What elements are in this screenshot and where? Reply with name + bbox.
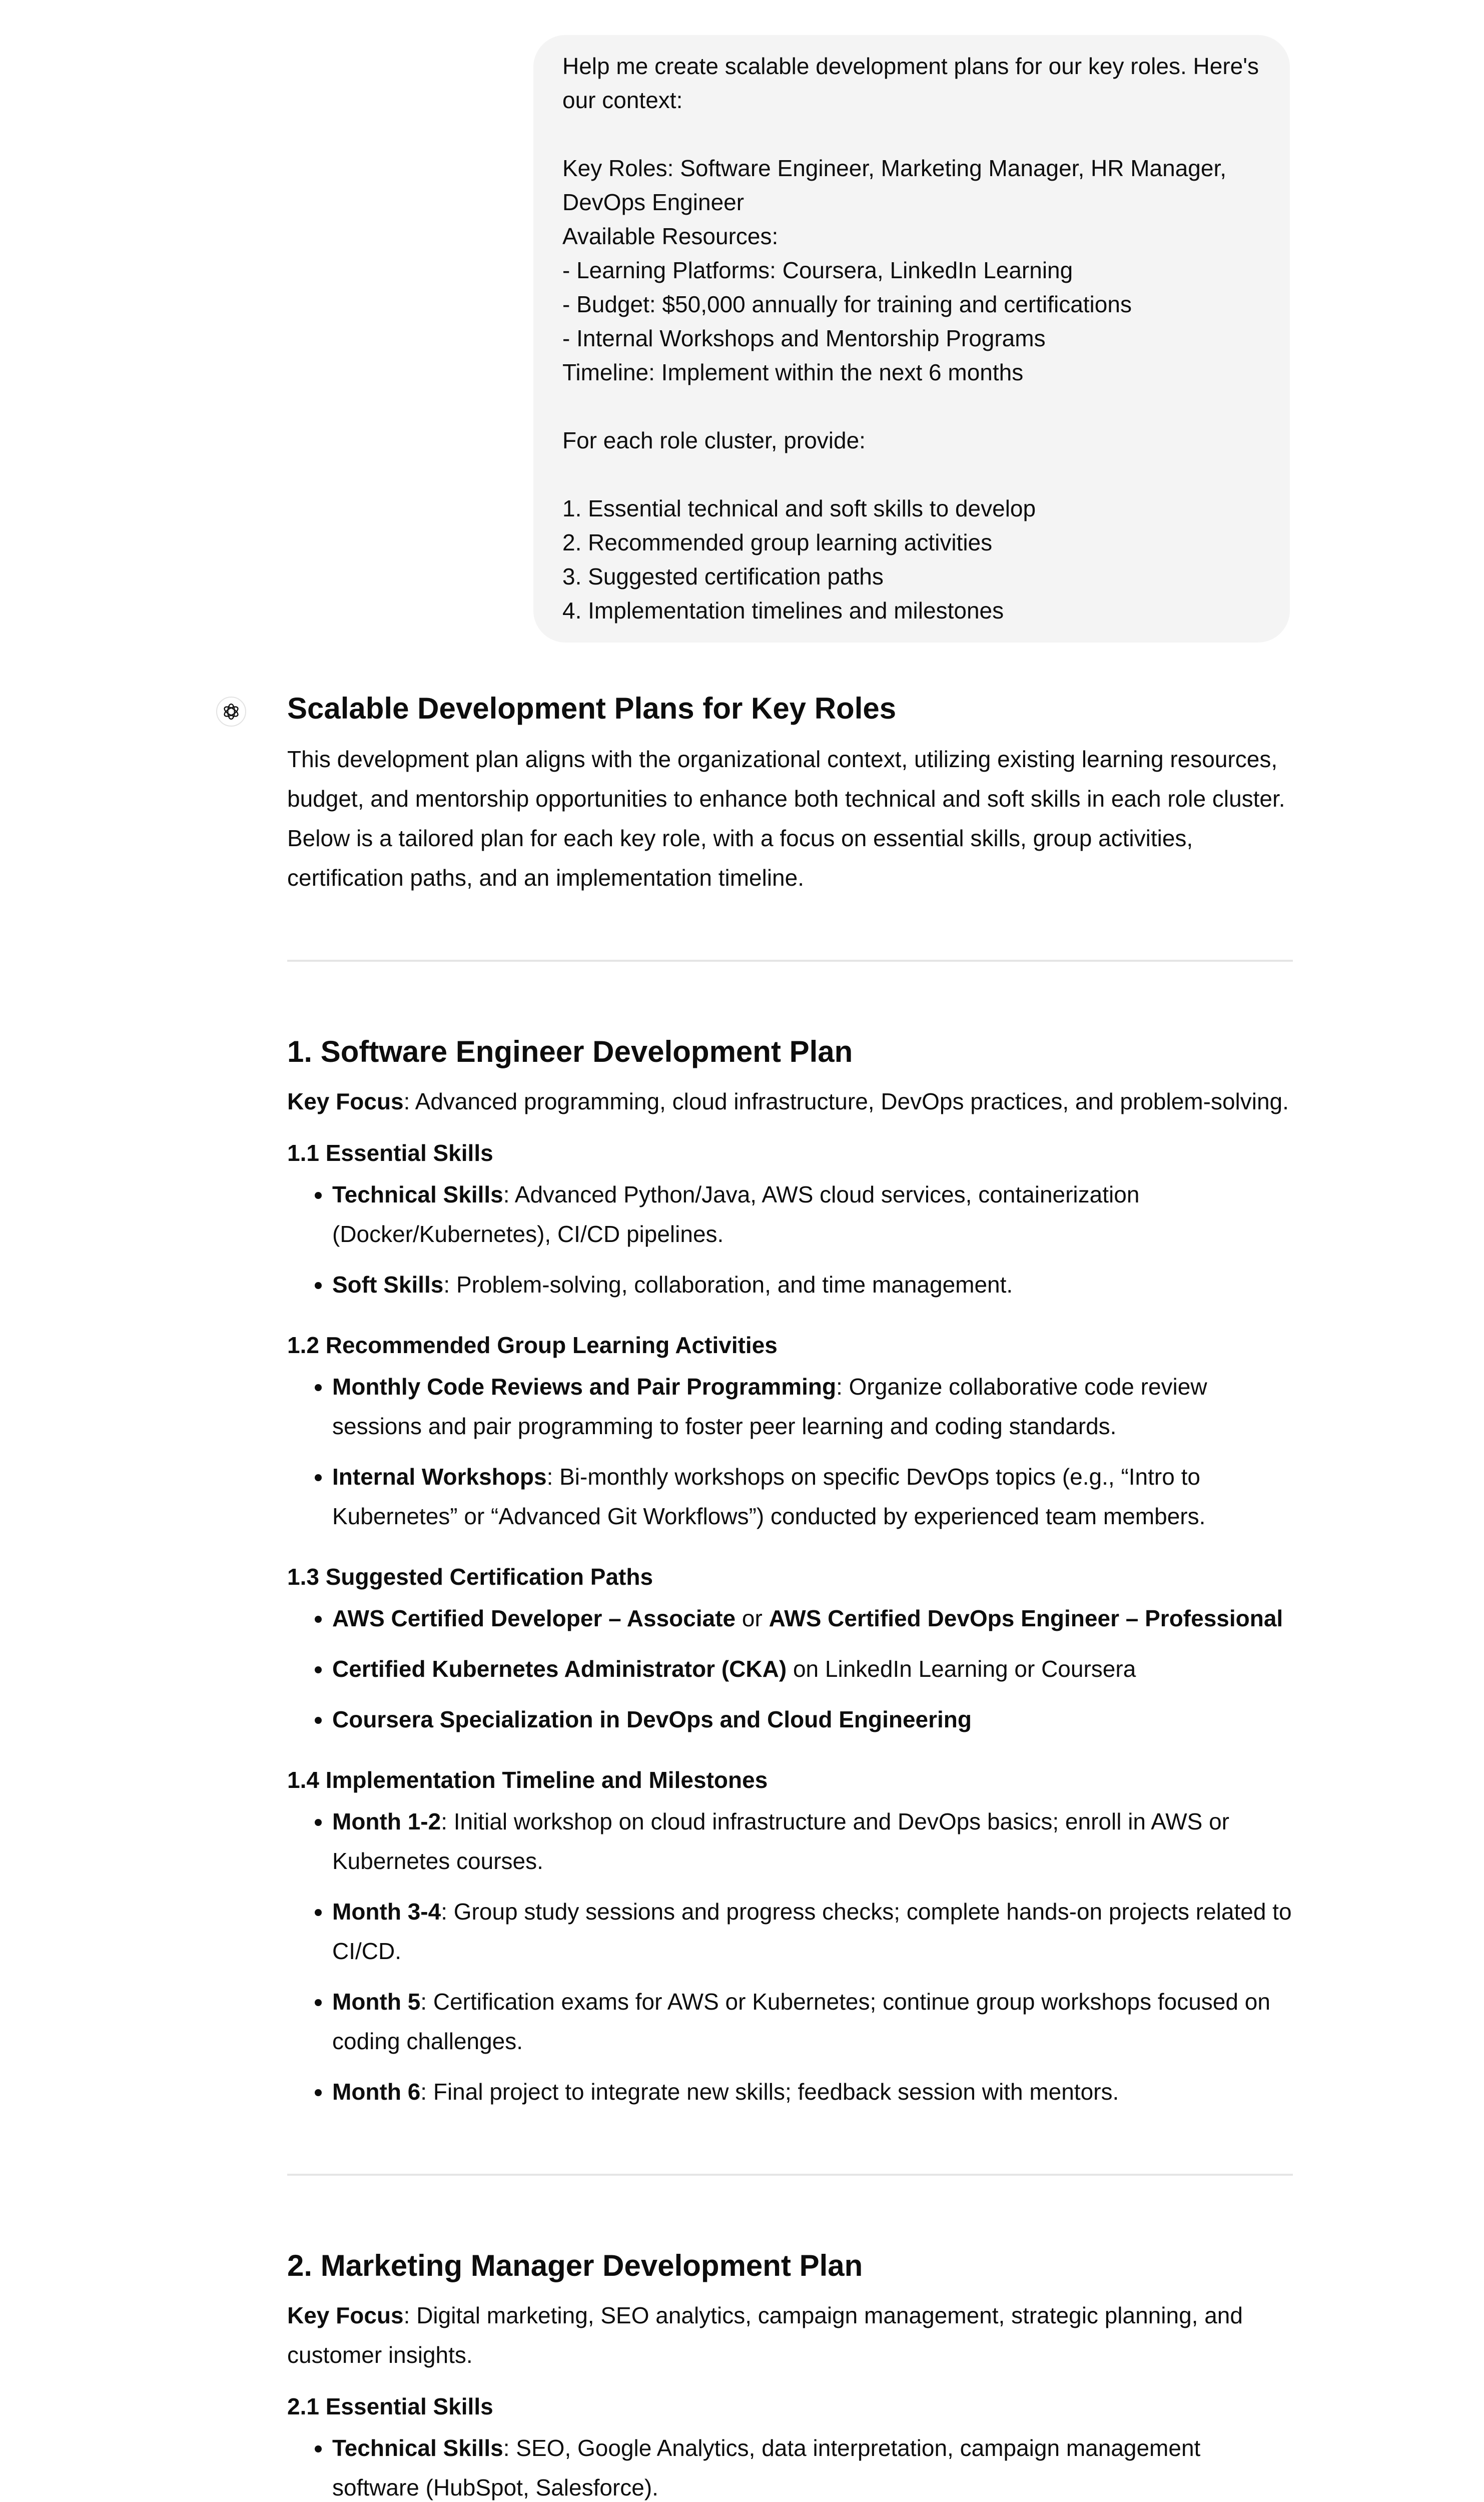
certifications-list: [287, 1599, 1293, 1739]
response-intro: This development plan aligns with the organizational context, utilizing existing learning resources, budget, and mentorship opportunities to enhance both technical and soft skills in each role cluster. Below is a tailored plan for each key role, with a focus on essential skills, group activities, certification paths, and an implementation timeline.: [287, 746, 1285, 891]
subsection-title: 1.2 Recommended Group Learning Activities: [287, 1332, 778, 1358]
user-message-line: - Budget: $50,000 annually for training and certifications: [562, 291, 1132, 317]
user-message-line: Timeline: Implement within the next 6 months: [562, 359, 1024, 385]
list-item-label: Monthly Code Reviews and Pair Programming: [332, 1374, 837, 1400]
user-message-line: For each role cluster, provide:: [562, 427, 866, 453]
user-message-line: 1. Essential technical and soft skills to develop: [562, 495, 1036, 521]
user-message-line: 3. Suggested certification paths: [562, 563, 884, 589]
key-focus: [287, 1082, 1293, 1121]
list-item-text: : SEO, Google Analytics, data interpretation, campaign management software (HubSpot, Salesforce).: [332, 2435, 1201, 2500]
cert-name: AWS Certified Developer – Associate: [332, 1605, 736, 1631]
list-item: [332, 1982, 1293, 2061]
cert-name: Certified Kubernetes Administrator (CKA): [332, 1656, 787, 1682]
list-item-text: : Final project to integrate new skills; feedback session with mentors.: [420, 2079, 1119, 2105]
list-item-label: Month 3-4: [332, 1899, 441, 1925]
list-item-label: Technical Skills: [332, 2435, 503, 2461]
user-message-line: Available Resources:: [562, 223, 779, 249]
list-item-label: Month 5: [332, 1989, 421, 2015]
user-message-line: DevOps Engineer: [562, 189, 745, 215]
list-item: [332, 1700, 1293, 1739]
skills-list: [287, 2428, 1293, 2502]
assistant-avatar: [216, 697, 246, 727]
list-item-text: : Advanced Python/Java, AWS cloud services, containerization (Docker/Kubernetes), CI/CD pipelines.: [332, 1181, 1140, 1247]
user-message-line: Help me create scalable development plans for our key roles. Here's: [562, 53, 1259, 79]
cert-note: on LinkedIn Learning or Coursera: [787, 1656, 1136, 1682]
list-item: [332, 1175, 1293, 1254]
section-divider: [287, 960, 1293, 962]
key-focus-text: : Advanced programming, cloud infrastructure, DevOps practices, and problem-solving.: [403, 1088, 1289, 1114]
response-title: Scalable Development Plans for Key Roles: [287, 692, 897, 725]
user-message-line: - Internal Workshops and Mentorship Programs: [562, 325, 1046, 351]
list-item: [332, 1599, 1293, 1638]
list-item: [332, 1649, 1293, 1689]
key-focus-label: Key Focus: [287, 1088, 404, 1114]
subsection-title: 2.1 Essential Skills: [287, 2393, 493, 2419]
list-item: [332, 1457, 1293, 1536]
timeline-list: [287, 1802, 1293, 2112]
subsection-title: 1.4 Implementation Timeline and Milestones: [287, 1767, 768, 1793]
list-item-label: Month 1-2: [332, 1808, 441, 1834]
user-message-line: - Learning Platforms: Coursera, LinkedIn Learning: [562, 257, 1073, 283]
list-item-text: : Initial workshop on cloud infrastructure and DevOps basics; enroll in AWS or Kubernetes courses.: [332, 1808, 1229, 1874]
list-item: [332, 2072, 1293, 2112]
cert-connector: or: [735, 1605, 769, 1631]
list-item-text: : Group study sessions and progress checks; complete hands-on projects related to CI/CD.: [332, 1899, 1292, 1964]
list-item-text: : Organize collaborative code review sessions and pair programming to foster peer learning and coding standards.: [332, 1374, 1207, 1439]
subsection-title: 1.1 Essential Skills: [287, 1140, 493, 1166]
section-title: 1. Software Engineer Development Plan: [287, 1035, 853, 1068]
list-item: [332, 2428, 1293, 2502]
section-title: 2. Marketing Manager Development Plan: [287, 2249, 863, 2282]
skills-list: [287, 1175, 1293, 1305]
list-item: [332, 1265, 1293, 1305]
list-item-text: : Bi-monthly workshops on specific DevOps topics (e.g., “Intro to Kubernetes” or “Advanced Git Workflows”) conducted by experienced team members.: [332, 1464, 1206, 1529]
list-item-label: Month 6: [332, 2079, 421, 2105]
list-item: [332, 1802, 1293, 1881]
key-focus-label: Key Focus: [287, 2302, 404, 2328]
cert-name: AWS Certified DevOps Engineer – Professional: [769, 1605, 1283, 1631]
list-item-label: Soft Skills: [332, 1272, 444, 1298]
list-item-text: : Problem-solving, collaboration, and time management.: [443, 1272, 1013, 1298]
list-item-label: Technical Skills: [332, 1181, 503, 1207]
user-message-spacer: [562, 389, 1268, 423]
user-message-spacer: [562, 117, 1268, 151]
list-item: [332, 1892, 1293, 1971]
user-message-spacer: [562, 457, 1268, 491]
user-message-line: 2. Recommended group learning activities: [562, 529, 993, 555]
user-message-bubble: [533, 35, 1290, 643]
user-message-line: Key Roles: Software Engineer, Marketing Manager, HR Manager,: [562, 155, 1227, 181]
assistant-response: [287, 689, 1293, 2502]
key-focus: [287, 2296, 1293, 2375]
activities-list: [287, 1367, 1293, 1536]
openai-logo-icon: [221, 702, 241, 722]
list-item: [332, 1367, 1293, 1446]
user-message-line: 4. Implementation timelines and milestones: [562, 597, 1004, 623]
subsection-title: 1.3 Suggested Certification Paths: [287, 1564, 653, 1590]
list-item-text: : Certification exams for AWS or Kubernetes; continue group workshops focused on coding challenges.: [332, 1989, 1270, 2054]
key-focus-text: : Digital marketing, SEO analytics, campaign management, strategic planning, and customer insights.: [287, 2302, 1243, 2368]
list-item-label: Internal Workshops: [332, 1464, 547, 1490]
cert-name: Coursera Specialization in DevOps and Cloud Engineering: [332, 1706, 972, 1732]
user-message-line: our context:: [562, 87, 683, 113]
section-divider: [287, 2174, 1293, 2176]
